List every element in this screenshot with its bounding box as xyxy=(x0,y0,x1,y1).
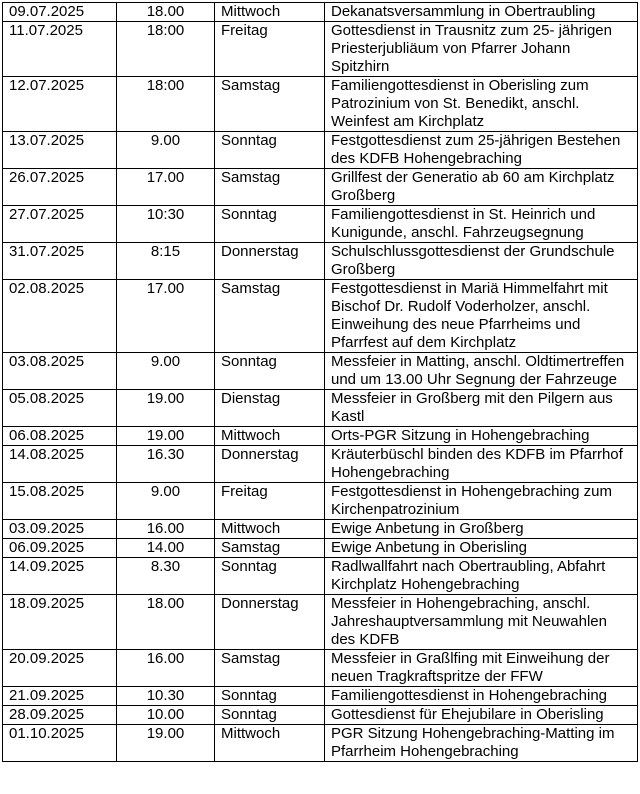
table-row xyxy=(3,22,638,77)
weekday-cell: Samstag xyxy=(215,280,325,353)
weekday-cell: Donnerstag xyxy=(215,595,325,650)
date-cell: 01.10.2025 xyxy=(3,725,117,762)
weekday-cell: Donnerstag xyxy=(215,446,325,483)
event-cell: Messfeier in Matting, anschl. Oldtimertreffen und um 13.00 Uhr Segnung der Fahrzeuge xyxy=(325,353,638,390)
event-cell: Festgottesdienst in Hohengebraching zum Kirchenpatrozinium xyxy=(325,483,638,520)
time-cell: 9.00 xyxy=(117,132,215,169)
weekday-cell: Sonntag xyxy=(215,687,325,706)
event-cell: Schulschlussgottesdienst der Grundschule Großberg xyxy=(325,243,638,280)
time-cell: 17.00 xyxy=(117,280,215,353)
event-cell: Familiengottesdienst in Oberisling zum Patrozinium von St. Benedikt, anschl. Weinfest am Kirchplatz xyxy=(325,77,638,132)
time-cell: 19.00 xyxy=(117,725,215,762)
table-row xyxy=(3,169,638,206)
event-cell: Gottesdienst in Trausnitz zum 25- jährigen Priesterjubliäum von Pfarrer Johann Spitzhirn xyxy=(325,22,638,77)
time-cell: 19.00 xyxy=(117,390,215,427)
time-cell: 16.00 xyxy=(117,650,215,687)
table-row xyxy=(3,446,638,483)
time-cell: 17.00 xyxy=(117,169,215,206)
event-cell: Familiengottesdienst in Hohengebraching xyxy=(325,687,638,706)
time-cell: 18.00 xyxy=(117,3,215,22)
date-cell: 27.07.2025 xyxy=(3,206,117,243)
date-cell: 03.09.2025 xyxy=(3,520,117,539)
table-row xyxy=(3,558,638,595)
time-cell: 10.00 xyxy=(117,706,215,725)
date-cell: 14.09.2025 xyxy=(3,558,117,595)
weekday-cell: Mittwoch xyxy=(215,520,325,539)
date-cell: 09.07.2025 xyxy=(3,3,117,22)
table-row xyxy=(3,132,638,169)
time-cell: 10:30 xyxy=(117,206,215,243)
weekday-cell: Sonntag xyxy=(215,132,325,169)
table-row xyxy=(3,280,638,353)
weekday-cell: Samstag xyxy=(215,650,325,687)
event-cell: Messfeier in Hohengebraching, anschl. Jahreshauptversammlung mit Neuwahlen des KDFB xyxy=(325,595,638,650)
event-cell: Kräuterbüschl binden des KDFB im Pfarrhof Hohengebraching xyxy=(325,446,638,483)
time-cell: 10.30 xyxy=(117,687,215,706)
weekday-cell: Sonntag xyxy=(215,706,325,725)
weekday-cell: Sonntag xyxy=(215,558,325,595)
weekday-cell: Freitag xyxy=(215,483,325,520)
table-row xyxy=(3,520,638,539)
event-cell: Familiengottesdienst in St. Heinrich und Kunigunde, anschl. Fahrzeugsegnung xyxy=(325,206,638,243)
date-cell: 14.08.2025 xyxy=(3,446,117,483)
table-row xyxy=(3,687,638,706)
date-cell: 12.07.2025 xyxy=(3,77,117,132)
event-cell: Grillfest der Generatio ab 60 am Kirchplatz Großberg xyxy=(325,169,638,206)
date-cell: 03.08.2025 xyxy=(3,353,117,390)
date-cell: 31.07.2025 xyxy=(3,243,117,280)
event-cell: Gottesdienst für Ehejubilare in Oberisling xyxy=(325,706,638,725)
table-row xyxy=(3,243,638,280)
table-row xyxy=(3,650,638,687)
date-cell: 26.07.2025 xyxy=(3,169,117,206)
time-cell: 8.30 xyxy=(117,558,215,595)
table-row xyxy=(3,77,638,132)
table-row xyxy=(3,353,638,390)
date-cell: 02.08.2025 xyxy=(3,280,117,353)
table-row xyxy=(3,706,638,725)
table-row xyxy=(3,3,638,22)
date-cell: 06.08.2025 xyxy=(3,427,117,446)
event-cell: Messfeier in Großberg mit den Pilgern aus Kastl xyxy=(325,390,638,427)
event-cell: Radlwallfahrt nach Obertraubling, Abfahrt Kirchplatz Hohengebraching xyxy=(325,558,638,595)
date-cell: 18.09.2025 xyxy=(3,595,117,650)
date-cell: 11.07.2025 xyxy=(3,22,117,77)
date-cell: 05.08.2025 xyxy=(3,390,117,427)
date-cell: 06.09.2025 xyxy=(3,539,117,558)
weekday-cell: Donnerstag xyxy=(215,243,325,280)
table-row xyxy=(3,427,638,446)
time-cell: 8:15 xyxy=(117,243,215,280)
event-cell: Ewige Anbetung in Oberisling xyxy=(325,539,638,558)
table-row xyxy=(3,483,638,520)
weekday-cell: Dienstag xyxy=(215,390,325,427)
weekday-cell: Samstag xyxy=(215,539,325,558)
table-row xyxy=(3,206,638,243)
date-cell: 15.08.2025 xyxy=(3,483,117,520)
time-cell: 18.00 xyxy=(117,595,215,650)
weekday-cell: Mittwoch xyxy=(215,3,325,22)
time-cell: 16.30 xyxy=(117,446,215,483)
event-cell: Festgottesdienst in Mariä Himmelfahrt mit Bischof Dr. Rudolf Voderholzer, anschl. Einweihung des neue Pfarrheims und Pfarrfest auf dem Kirchplatz xyxy=(325,280,638,353)
weekday-cell: Freitag xyxy=(215,22,325,77)
time-cell: 14.00 xyxy=(117,539,215,558)
event-cell: Orts-PGR Sitzung in Hohengebraching xyxy=(325,427,638,446)
event-cell: Festgottesdienst zum 25-jährigen Bestehen des KDFB Hohengebraching xyxy=(325,132,638,169)
event-cell: Messfeier in Graßlfing mit Einweihung der neuen Tragkraftspritze der FFW xyxy=(325,650,638,687)
date-cell: 20.09.2025 xyxy=(3,650,117,687)
weekday-cell: Sonntag xyxy=(215,353,325,390)
date-cell: 21.09.2025 xyxy=(3,687,117,706)
table-row xyxy=(3,725,638,762)
event-cell: Dekanatsversammlung in Obertraubling xyxy=(325,3,638,22)
time-cell: 9.00 xyxy=(117,483,215,520)
weekday-cell: Sonntag xyxy=(215,206,325,243)
events-table-body xyxy=(3,3,638,762)
time-cell: 18:00 xyxy=(117,22,215,77)
event-cell: Ewige Anbetung in Großberg xyxy=(325,520,638,539)
table-row xyxy=(3,390,638,427)
table-row xyxy=(3,539,638,558)
table-row xyxy=(3,595,638,650)
weekday-cell: Mittwoch xyxy=(215,725,325,762)
date-cell: 28.09.2025 xyxy=(3,706,117,725)
events-table xyxy=(2,2,638,762)
time-cell: 19.00 xyxy=(117,427,215,446)
date-cell: 13.07.2025 xyxy=(3,132,117,169)
time-cell: 9.00 xyxy=(117,353,215,390)
time-cell: 16.00 xyxy=(117,520,215,539)
time-cell: 18:00 xyxy=(117,77,215,132)
weekday-cell: Samstag xyxy=(215,169,325,206)
weekday-cell: Samstag xyxy=(215,77,325,132)
weekday-cell: Mittwoch xyxy=(215,427,325,446)
event-cell: PGR Sitzung Hohengebraching-Matting im Pfarrheim Hohengebraching xyxy=(325,725,638,762)
